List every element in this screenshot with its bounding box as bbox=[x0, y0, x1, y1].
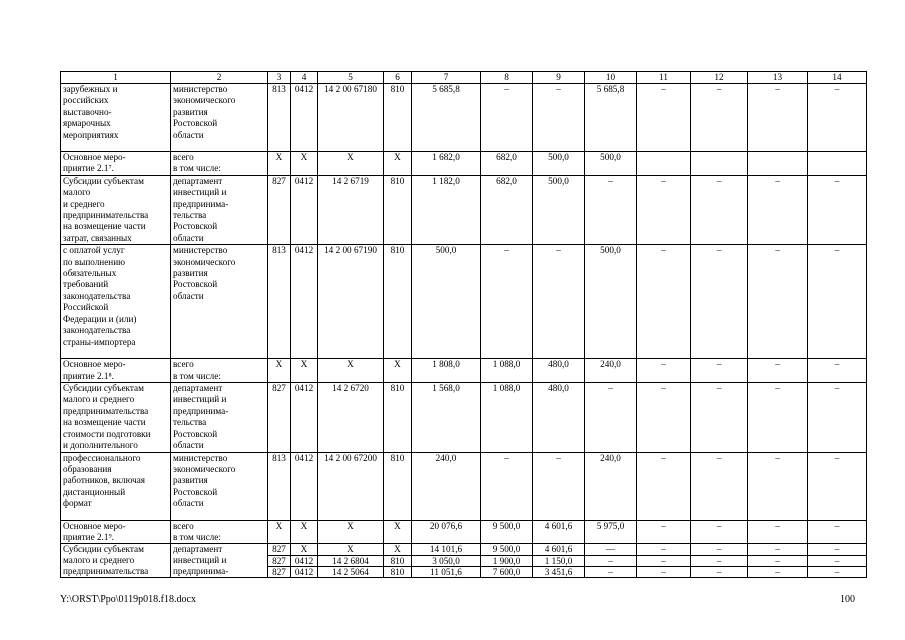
text-cell: Субсидии субъектам малого и среднего предпринимательства bbox=[61, 544, 171, 578]
text-cell: с оплатой услуг по выполнению обязательных требований законодательства Российской Федерации и (или) законодательства страны-импортера bbox=[61, 245, 171, 359]
table-row bbox=[61, 544, 867, 555]
value-cell: 500,0 bbox=[533, 152, 585, 176]
text-cell: Субсидии субъектам малого и среднего предпринимательства на возмещение части затрат, связанных bbox=[61, 175, 171, 244]
value-cell: 810 bbox=[384, 175, 412, 244]
table-row bbox=[61, 84, 867, 152]
value-cell: 810 bbox=[384, 383, 412, 452]
value-cell: X bbox=[268, 359, 291, 383]
value-cell: 1 568,0 bbox=[412, 383, 481, 452]
value-cell: – bbox=[748, 544, 808, 555]
value-cell: – bbox=[637, 245, 691, 359]
value-cell: X bbox=[318, 152, 384, 176]
value-cell: – bbox=[533, 84, 585, 152]
value-cell: 827 bbox=[268, 383, 291, 452]
value-cell: 14 2 00 67180 bbox=[318, 84, 384, 152]
value-cell: – bbox=[808, 452, 867, 520]
value-cell: 14 2 00 67190 bbox=[318, 245, 384, 359]
value-cell: 5 975,0 bbox=[585, 520, 637, 544]
header-cell: 6 bbox=[384, 72, 412, 84]
value-cell: 813 bbox=[268, 245, 291, 359]
value-cell: – bbox=[637, 359, 691, 383]
text-cell: министерство экономического развития Ростовской области bbox=[171, 245, 268, 359]
text-cell: министерство экономического развития Ростовской области bbox=[171, 452, 268, 520]
value-cell: – bbox=[637, 175, 691, 244]
value-cell: 0412 bbox=[291, 175, 318, 244]
value-cell: – bbox=[748, 555, 808, 566]
value-cell: 810 bbox=[384, 452, 412, 520]
value-cell: – bbox=[808, 566, 867, 577]
value-cell: – bbox=[691, 84, 748, 152]
text-cell: департамент инвестиций и предпринима- bbox=[171, 544, 268, 578]
text-cell: всего в том числе: bbox=[171, 152, 268, 176]
value-cell: 4 601,6 bbox=[533, 520, 585, 544]
header-cell: 5 bbox=[318, 72, 384, 84]
value-cell: 500,0 bbox=[585, 245, 637, 359]
value-cell: – bbox=[637, 383, 691, 452]
value-cell: – bbox=[481, 452, 533, 520]
value-cell: 14 2 6804 bbox=[318, 555, 384, 566]
value-cell: – bbox=[637, 452, 691, 520]
table-row bbox=[61, 452, 867, 520]
value-cell: X bbox=[291, 544, 318, 555]
text-cell: министерство экономического развития Ростовской области bbox=[171, 84, 268, 152]
value-cell: 827 bbox=[268, 544, 291, 555]
value-cell: 240,0 bbox=[412, 452, 481, 520]
value-cell: 0412 bbox=[291, 245, 318, 359]
value-cell: – bbox=[585, 383, 637, 452]
value-cell: – bbox=[748, 383, 808, 452]
value-cell: 5 685,8 bbox=[412, 84, 481, 152]
value-cell: – bbox=[637, 520, 691, 544]
header-cell: 4 bbox=[291, 72, 318, 84]
value-cell: – bbox=[808, 555, 867, 566]
footer-page-number: 100 bbox=[840, 594, 855, 605]
value-cell: 14 2 5064 bbox=[318, 566, 384, 577]
value-cell: – bbox=[691, 566, 748, 577]
value-cell: 4 601,6 bbox=[533, 544, 585, 555]
value-cell: — bbox=[585, 544, 637, 555]
value-cell: 827 bbox=[268, 566, 291, 577]
value-cell: 810 bbox=[384, 84, 412, 152]
value-cell: X bbox=[318, 520, 384, 544]
value-cell: 9 500,0 bbox=[481, 544, 533, 555]
value-cell: 827 bbox=[268, 555, 291, 566]
value-cell: – bbox=[808, 175, 867, 244]
table-row bbox=[61, 152, 867, 176]
header-cell: 10 bbox=[585, 72, 637, 84]
footer-file-path: Y:\ORST\Ppo\0119p018.f18.docx bbox=[60, 594, 196, 605]
value-cell: 1 808,0 bbox=[412, 359, 481, 383]
value-cell: 14 2 6720 bbox=[318, 383, 384, 452]
value-cell: 20 076,6 bbox=[412, 520, 481, 544]
table-row bbox=[61, 175, 867, 244]
value-cell: – bbox=[691, 452, 748, 520]
text-cell: всего в том числе: bbox=[171, 359, 268, 383]
value-cell: 240,0 bbox=[585, 452, 637, 520]
value-cell: – bbox=[533, 452, 585, 520]
value-cell: 500,0 bbox=[585, 152, 637, 176]
value-cell: – bbox=[691, 175, 748, 244]
value-cell: 682,0 bbox=[481, 152, 533, 176]
value-cell: – bbox=[808, 544, 867, 555]
value-cell: 1 088,0 bbox=[481, 383, 533, 452]
value-cell: 810 bbox=[384, 245, 412, 359]
value-cell: X bbox=[384, 544, 412, 555]
header-cell: 13 bbox=[748, 72, 808, 84]
value-cell: – bbox=[748, 245, 808, 359]
table-row bbox=[61, 245, 867, 359]
value-cell: – bbox=[748, 84, 808, 152]
text-cell: Основное меро- приятие 2.1⁹. bbox=[61, 520, 171, 544]
value-cell: 480,0 bbox=[533, 359, 585, 383]
value-cell: X bbox=[291, 520, 318, 544]
value-cell: 480,0 bbox=[533, 383, 585, 452]
text-cell: департамент инвестиций и предпринима- тельства Ростовской области bbox=[171, 175, 268, 244]
value-cell: 1 900,0 bbox=[481, 555, 533, 566]
value-cell bbox=[691, 152, 748, 176]
value-cell: – bbox=[637, 555, 691, 566]
value-cell: 14 2 00 67200 bbox=[318, 452, 384, 520]
program-table bbox=[60, 71, 867, 578]
value-cell: – bbox=[637, 566, 691, 577]
value-cell bbox=[808, 152, 867, 176]
value-cell bbox=[748, 152, 808, 176]
value-cell: – bbox=[808, 520, 867, 544]
value-cell: X bbox=[291, 152, 318, 176]
value-cell: – bbox=[748, 566, 808, 577]
text-cell: зарубежных и российских выставочно- ярмарочных мероприятиях bbox=[61, 84, 171, 152]
value-cell: 9 500,0 bbox=[481, 520, 533, 544]
value-cell: X bbox=[384, 520, 412, 544]
value-cell: 11 051,6 bbox=[412, 566, 481, 577]
header-cell: 3 bbox=[268, 72, 291, 84]
value-cell: – bbox=[691, 359, 748, 383]
value-cell: 240,0 bbox=[585, 359, 637, 383]
value-cell: 7 600,0 bbox=[481, 566, 533, 577]
value-cell: – bbox=[748, 520, 808, 544]
value-cell: 813 bbox=[268, 84, 291, 152]
header-cell: 11 bbox=[637, 72, 691, 84]
value-cell: 0412 bbox=[291, 84, 318, 152]
header-cell: 12 bbox=[691, 72, 748, 84]
value-cell: 1 088,0 bbox=[481, 359, 533, 383]
table-row bbox=[61, 359, 867, 383]
value-cell: 0412 bbox=[291, 566, 318, 577]
value-cell: 810 bbox=[384, 555, 412, 566]
text-cell: всего в том числе: bbox=[171, 520, 268, 544]
table-row bbox=[61, 520, 867, 544]
value-cell: X bbox=[318, 544, 384, 555]
text-cell: Основное меро- приятие 2.1⁷. bbox=[61, 152, 171, 176]
value-cell: X bbox=[384, 359, 412, 383]
value-cell: – bbox=[691, 245, 748, 359]
value-cell: – bbox=[585, 566, 637, 577]
value-cell: – bbox=[481, 84, 533, 152]
value-cell: – bbox=[481, 245, 533, 359]
value-cell: 0412 bbox=[291, 555, 318, 566]
header-cell: 8 bbox=[481, 72, 533, 84]
value-cell: 827 bbox=[268, 175, 291, 244]
value-cell: 3 451,6 bbox=[533, 566, 585, 577]
value-cell: – bbox=[585, 175, 637, 244]
value-cell: 682,0 bbox=[481, 175, 533, 244]
header-cell: 2 bbox=[171, 72, 268, 84]
value-cell: – bbox=[691, 555, 748, 566]
value-cell: – bbox=[637, 84, 691, 152]
value-cell: 14 101,6 bbox=[412, 544, 481, 555]
text-cell: Субсидии субъектам малого и среднего предпринимательства на возмещение части стоимости подготовки и дополнительного bbox=[61, 383, 171, 452]
value-cell: – bbox=[637, 544, 691, 555]
value-cell: – bbox=[748, 175, 808, 244]
value-cell: 813 bbox=[268, 452, 291, 520]
value-cell: – bbox=[585, 555, 637, 566]
value-cell: X bbox=[268, 152, 291, 176]
header-row bbox=[61, 72, 867, 84]
table-row bbox=[61, 383, 867, 452]
value-cell: – bbox=[691, 520, 748, 544]
text-cell: департамент инвестиций и предпринима- тельства Ростовской области bbox=[171, 383, 268, 452]
text-cell: профессионального образования работников, включая дистанционный формат bbox=[61, 452, 171, 520]
value-cell: X bbox=[318, 359, 384, 383]
value-cell: – bbox=[808, 383, 867, 452]
header-cell: 7 bbox=[412, 72, 481, 84]
value-cell: 3 050,0 bbox=[412, 555, 481, 566]
value-cell: X bbox=[268, 520, 291, 544]
value-cell: – bbox=[691, 383, 748, 452]
value-cell bbox=[637, 152, 691, 176]
value-cell: 1 682,0 bbox=[412, 152, 481, 176]
value-cell: 500,0 bbox=[533, 175, 585, 244]
value-cell: – bbox=[808, 359, 867, 383]
value-cell: X bbox=[384, 152, 412, 176]
value-cell: – bbox=[808, 84, 867, 152]
text-cell: Основное меро- приятие 2.1⁸. bbox=[61, 359, 171, 383]
value-cell: 810 bbox=[384, 566, 412, 577]
value-cell: 0412 bbox=[291, 452, 318, 520]
header-cell: 9 bbox=[533, 72, 585, 84]
value-cell: – bbox=[691, 544, 748, 555]
value-cell: 14 2 6719 bbox=[318, 175, 384, 244]
value-cell: 500,0 bbox=[412, 245, 481, 359]
header-cell: 14 bbox=[808, 72, 867, 84]
value-cell: 0412 bbox=[291, 383, 318, 452]
value-cell: – bbox=[748, 359, 808, 383]
header-cell: 1 bbox=[61, 72, 171, 84]
value-cell: – bbox=[808, 245, 867, 359]
value-cell: – bbox=[533, 245, 585, 359]
value-cell: 1 182,0 bbox=[412, 175, 481, 244]
value-cell: X bbox=[291, 359, 318, 383]
value-cell: 5 685,8 bbox=[585, 84, 637, 152]
value-cell: – bbox=[748, 452, 808, 520]
value-cell: 1 150,0 bbox=[533, 555, 585, 566]
